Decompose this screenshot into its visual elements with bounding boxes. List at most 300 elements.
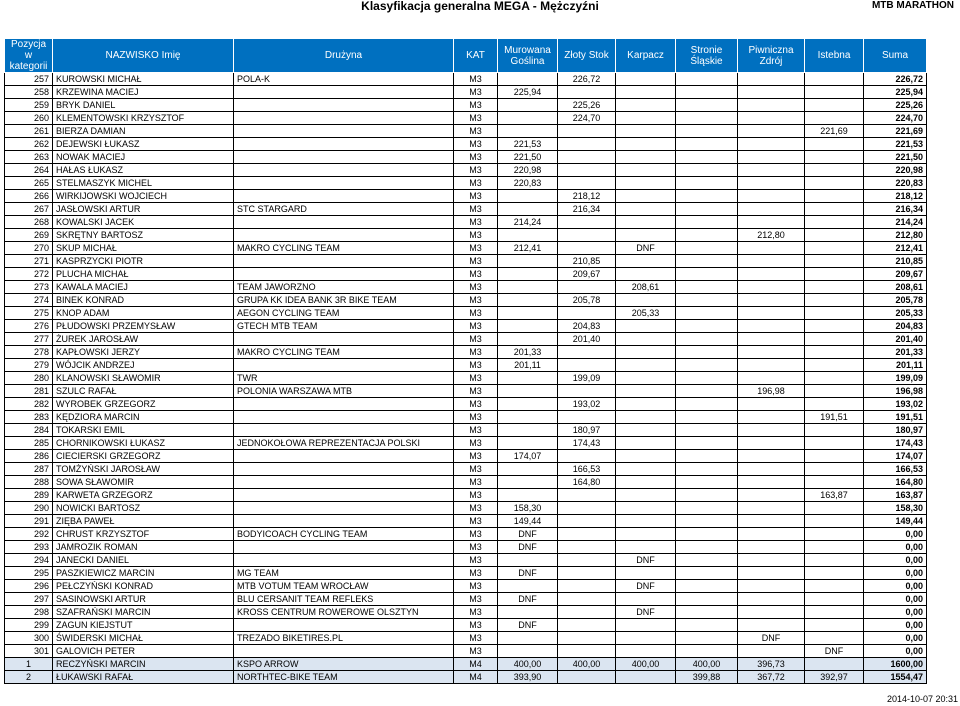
cell-kat: M3 (454, 346, 498, 359)
cell-position: 259 (5, 99, 53, 112)
cell-suma: 191,51 (864, 411, 927, 424)
cell-position: 284 (5, 424, 53, 437)
cell-name: WIRKIJOWSKI WOJCIECH (53, 190, 234, 203)
cell-suma: 193,02 (864, 398, 927, 411)
cell-karpacz (616, 268, 676, 281)
cell-team (234, 216, 454, 229)
cell-istebna (805, 359, 864, 372)
cell-name: SZULC RAFAŁ (53, 385, 234, 398)
cell-istebna (805, 229, 864, 242)
cell-kat: M3 (454, 385, 498, 398)
cell-team: MAKRO CYCLING TEAM (234, 242, 454, 255)
cell-stronie (676, 229, 738, 242)
cell-stronie (676, 112, 738, 125)
cell-murowana: 220,83 (498, 177, 558, 190)
cell-zloty-stok: 193,02 (558, 398, 616, 411)
cell-istebna (805, 346, 864, 359)
cell-team: NORTHTEC-BIKE TEAM (234, 671, 454, 684)
cell-stronie (676, 567, 738, 580)
cell-istebna (805, 398, 864, 411)
cell-stronie (676, 463, 738, 476)
cell-stronie (676, 489, 738, 502)
cell-istebna (805, 502, 864, 515)
cell-stronie (676, 580, 738, 593)
cell-kat: M3 (454, 320, 498, 333)
cell-piwniczna (738, 216, 805, 229)
cell-name: KASPRZYCKI PIOTR (53, 255, 234, 268)
cell-name: PLUCHA MICHAŁ (53, 268, 234, 281)
cell-team (234, 450, 454, 463)
cell-team (234, 398, 454, 411)
cell-murowana: 393,90 (498, 671, 558, 684)
cell-zloty-stok: 174,43 (558, 437, 616, 450)
cell-name: SASINOWSKI ARTUR (53, 593, 234, 606)
cell-position: 271 (5, 255, 53, 268)
results-table (4, 38, 927, 684)
cell-name: WÓJCIK ANDRZEJ (53, 359, 234, 372)
cell-piwniczna (738, 645, 805, 658)
cell-karpacz (616, 73, 676, 86)
cell-piwniczna (738, 99, 805, 112)
cell-position: 296 (5, 580, 53, 593)
cell-piwniczna (738, 177, 805, 190)
cell-murowana (498, 411, 558, 424)
cell-name: ŻUREK JAROSŁAW (53, 333, 234, 346)
cell-piwniczna (738, 307, 805, 320)
cell-murowana: 221,50 (498, 151, 558, 164)
cell-karpacz (616, 528, 676, 541)
cell-karpacz (616, 411, 676, 424)
cell-istebna: 392,97 (805, 671, 864, 684)
cell-zloty-stok (558, 580, 616, 593)
cell-istebna (805, 190, 864, 203)
cell-karpacz (616, 216, 676, 229)
col-header-team: Drużyna (234, 39, 454, 73)
cell-team (234, 99, 454, 112)
cell-team (234, 502, 454, 515)
cell-karpacz: DNF (616, 606, 676, 619)
cell-zloty-stok (558, 632, 616, 645)
cell-position: 300 (5, 632, 53, 645)
cell-piwniczna (738, 372, 805, 385)
cell-team: AEGON CYCLING TEAM (234, 307, 454, 320)
cell-position: 270 (5, 242, 53, 255)
cell-position: 298 (5, 606, 53, 619)
cell-murowana: 158,30 (498, 502, 558, 515)
cell-stronie (676, 151, 738, 164)
cell-kat: M3 (454, 476, 498, 489)
table-row (5, 567, 927, 580)
cell-position: 292 (5, 528, 53, 541)
cell-karpacz (616, 86, 676, 99)
cell-kat: M4 (454, 671, 498, 684)
cell-karpacz (616, 203, 676, 216)
cell-murowana (498, 294, 558, 307)
cell-karpacz (616, 632, 676, 645)
cell-kat: M3 (454, 268, 498, 281)
cell-murowana: 220,98 (498, 164, 558, 177)
cell-position: 301 (5, 645, 53, 658)
cell-position: 286 (5, 450, 53, 463)
cell-murowana (498, 268, 558, 281)
cell-suma: 158,30 (864, 502, 927, 515)
cell-suma: 163,87 (864, 489, 927, 502)
cell-name: CHORNIKOWSKI ŁUKASZ (53, 437, 234, 450)
cell-kat: M3 (454, 502, 498, 515)
cell-kat: M3 (454, 190, 498, 203)
table-row (5, 502, 927, 515)
cell-murowana: 201,33 (498, 346, 558, 359)
cell-kat: M3 (454, 164, 498, 177)
col-header-position: Pozycja w kategorii (5, 39, 53, 73)
cell-kat: M3 (454, 138, 498, 151)
cell-name: RECZYŃSKI MARCIN (53, 658, 234, 671)
cell-istebna (805, 619, 864, 632)
cell-karpacz (616, 398, 676, 411)
cell-istebna: 221,69 (805, 125, 864, 138)
cell-team (234, 359, 454, 372)
cell-karpacz (616, 346, 676, 359)
cell-suma: 201,11 (864, 359, 927, 372)
table-row (5, 229, 927, 242)
cell-piwniczna (738, 346, 805, 359)
cell-murowana (498, 203, 558, 216)
cell-name: CHRUST KRZYSZTOF (53, 528, 234, 541)
cell-team: MAKRO CYCLING TEAM (234, 346, 454, 359)
cell-kat: M3 (454, 541, 498, 554)
cell-suma: 0,00 (864, 645, 927, 658)
cell-team: MG TEAM (234, 567, 454, 580)
cell-murowana (498, 437, 558, 450)
cell-kat: M3 (454, 606, 498, 619)
cell-karpacz (616, 151, 676, 164)
cell-team (234, 268, 454, 281)
table-row (5, 99, 927, 112)
cell-stronie (676, 99, 738, 112)
cell-suma: 208,61 (864, 281, 927, 294)
cell-karpacz: 400,00 (616, 658, 676, 671)
cell-istebna (805, 99, 864, 112)
cell-name: BIERZA DAMIAN (53, 125, 234, 138)
cell-zloty-stok (558, 593, 616, 606)
cell-name: BRYK DANIEL (53, 99, 234, 112)
cell-stronie (676, 554, 738, 567)
cell-suma: 0,00 (864, 528, 927, 541)
cell-piwniczna (738, 437, 805, 450)
table-row (5, 112, 927, 125)
cell-murowana (498, 554, 558, 567)
cell-istebna (805, 73, 864, 86)
cell-stronie (676, 203, 738, 216)
cell-piwniczna (738, 515, 805, 528)
cell-murowana (498, 424, 558, 437)
cell-stronie (676, 528, 738, 541)
cell-piwniczna (738, 73, 805, 86)
cell-piwniczna (738, 567, 805, 580)
cell-team (234, 190, 454, 203)
cell-team (234, 333, 454, 346)
cell-kat: M3 (454, 359, 498, 372)
cell-team (234, 112, 454, 125)
cell-name: KĘDZIORA MARCIN (53, 411, 234, 424)
table-row (5, 242, 927, 255)
cell-istebna (805, 320, 864, 333)
cell-name: KNOP ADAM (53, 307, 234, 320)
cell-murowana (498, 125, 558, 138)
cell-piwniczna (738, 450, 805, 463)
cell-piwniczna: 367,72 (738, 671, 805, 684)
cell-position: 257 (5, 73, 53, 86)
cell-piwniczna (738, 138, 805, 151)
cell-piwniczna (738, 320, 805, 333)
table-row (5, 268, 927, 281)
cell-zloty-stok: 164,80 (558, 476, 616, 489)
cell-suma: 204,83 (864, 320, 927, 333)
cell-istebna (805, 307, 864, 320)
cell-name: CIECIERSKI GRZEGORZ (53, 450, 234, 463)
cell-piwniczna: 396,73 (738, 658, 805, 671)
cell-karpacz (616, 476, 676, 489)
cell-piwniczna (738, 255, 805, 268)
cell-stronie (676, 268, 738, 281)
cell-kat: M3 (454, 645, 498, 658)
cell-name: TOMŻYŃSKI JAROSŁAW (53, 463, 234, 476)
cell-team (234, 177, 454, 190)
cell-piwniczna (738, 294, 805, 307)
cell-name: JASŁOWSKI ARTUR (53, 203, 234, 216)
cell-team (234, 411, 454, 424)
cell-position: 291 (5, 515, 53, 528)
results-body (5, 73, 927, 684)
cell-team (234, 463, 454, 476)
cell-team: BODYICOACH CYCLING TEAM (234, 528, 454, 541)
cell-suma: 221,53 (864, 138, 927, 151)
cell-zloty-stok: 204,83 (558, 320, 616, 333)
cell-kat: M3 (454, 307, 498, 320)
cell-zloty-stok: 205,78 (558, 294, 616, 307)
cell-position: 293 (5, 541, 53, 554)
cell-position: 1 (5, 658, 53, 671)
cell-kat: M3 (454, 242, 498, 255)
table-row (5, 86, 927, 99)
cell-piwniczna (738, 268, 805, 281)
cell-zloty-stok: 216,34 (558, 203, 616, 216)
cell-zloty-stok (558, 346, 616, 359)
table-row (5, 580, 927, 593)
table-row (5, 606, 927, 619)
cell-name: KUROWSKI MICHAŁ (53, 73, 234, 86)
cell-kat: M3 (454, 424, 498, 437)
cell-position: 299 (5, 619, 53, 632)
cell-suma: 0,00 (864, 541, 927, 554)
cell-suma: 220,98 (864, 164, 927, 177)
cell-piwniczna (738, 619, 805, 632)
cell-piwniczna (738, 476, 805, 489)
cell-istebna: 191,51 (805, 411, 864, 424)
cell-stronie (676, 86, 738, 99)
cell-zloty-stok: 224,70 (558, 112, 616, 125)
cell-piwniczna (738, 463, 805, 476)
cell-karpacz: 208,61 (616, 281, 676, 294)
cell-murowana (498, 398, 558, 411)
cell-kat: M3 (454, 398, 498, 411)
cell-team (234, 86, 454, 99)
cell-istebna (805, 294, 864, 307)
col-header-stronie: Stronie Śląskie (676, 39, 738, 73)
cell-murowana (498, 333, 558, 346)
cell-zloty-stok: 166,53 (558, 463, 616, 476)
cell-kat: M4 (454, 658, 498, 671)
table-row (5, 450, 927, 463)
cell-istebna (805, 112, 864, 125)
cell-murowana (498, 281, 558, 294)
cell-karpacz (616, 320, 676, 333)
cell-zloty-stok (558, 385, 616, 398)
table-row (5, 190, 927, 203)
cell-stronie (676, 333, 738, 346)
cell-kat: M3 (454, 73, 498, 86)
cell-istebna (805, 606, 864, 619)
cell-stronie (676, 216, 738, 229)
cell-suma: 218,12 (864, 190, 927, 203)
cell-stronie (676, 619, 738, 632)
cell-piwniczna (738, 281, 805, 294)
cell-position: 2 (5, 671, 53, 684)
cell-kat: M3 (454, 112, 498, 125)
cell-murowana (498, 307, 558, 320)
cell-zloty-stok: 226,72 (558, 73, 616, 86)
cell-kat: M3 (454, 216, 498, 229)
cell-suma: 180,97 (864, 424, 927, 437)
cell-piwniczna: DNF (738, 632, 805, 645)
cell-kat: M3 (454, 619, 498, 632)
cell-stronie (676, 125, 738, 138)
cell-kat: M3 (454, 463, 498, 476)
cell-team: KROSS CENTRUM ROWEROWE OLSZTYN (234, 606, 454, 619)
cell-karpacz (616, 463, 676, 476)
cell-stronie (676, 450, 738, 463)
cell-position: 264 (5, 164, 53, 177)
cell-piwniczna: 196,98 (738, 385, 805, 398)
cell-kat: M3 (454, 632, 498, 645)
cell-stronie (676, 606, 738, 619)
cell-position: 272 (5, 268, 53, 281)
cell-piwniczna (738, 593, 805, 606)
cell-karpacz (616, 138, 676, 151)
cell-name: KRZEWINA MACIEJ (53, 86, 234, 99)
cell-karpacz (616, 489, 676, 502)
cell-piwniczna (738, 151, 805, 164)
cell-name: KAPŁOWSKI JERZY (53, 346, 234, 359)
table-row (5, 528, 927, 541)
cell-stronie: 400,00 (676, 658, 738, 671)
cell-position: 288 (5, 476, 53, 489)
cell-position: 267 (5, 203, 53, 216)
cell-suma: 196,98 (864, 385, 927, 398)
cell-kat: M3 (454, 450, 498, 463)
cell-stronie (676, 385, 738, 398)
cell-name: HAŁAS ŁUKASZ (53, 164, 234, 177)
cell-karpacz (616, 502, 676, 515)
table-row (5, 398, 927, 411)
table-row (5, 489, 927, 502)
cell-stronie: 399,88 (676, 671, 738, 684)
cell-suma: 225,94 (864, 86, 927, 99)
cell-piwniczna (738, 606, 805, 619)
cell-stronie (676, 346, 738, 359)
cell-piwniczna (738, 190, 805, 203)
cell-murowana (498, 476, 558, 489)
cell-karpacz (616, 619, 676, 632)
cell-piwniczna (738, 541, 805, 554)
cell-piwniczna (738, 333, 805, 346)
cell-suma: 1554,47 (864, 671, 927, 684)
cell-piwniczna (738, 112, 805, 125)
cell-kat: M3 (454, 151, 498, 164)
cell-suma: 149,44 (864, 515, 927, 528)
cell-murowana (498, 112, 558, 125)
cell-zloty-stok (558, 411, 616, 424)
cell-karpacz (616, 99, 676, 112)
cell-istebna (805, 580, 864, 593)
table-row (5, 411, 927, 424)
cell-zloty-stok: 218,12 (558, 190, 616, 203)
cell-team: STC STARGARD (234, 203, 454, 216)
table-row (5, 619, 927, 632)
cell-name: GALOVICH PETER (53, 645, 234, 658)
table-row (5, 437, 927, 450)
table-row (5, 593, 927, 606)
cell-murowana (498, 645, 558, 658)
cell-name: TOKARSKI EMIL (53, 424, 234, 437)
col-header-istebna: Istebna (805, 39, 864, 73)
cell-piwniczna (738, 528, 805, 541)
col-header-suma: Suma (864, 39, 927, 73)
cell-karpacz (616, 125, 676, 138)
cell-suma: 205,78 (864, 294, 927, 307)
table-row (5, 294, 927, 307)
cell-kat: M3 (454, 294, 498, 307)
cell-name: SOWA SŁAWOMIR (53, 476, 234, 489)
cell-karpacz (616, 255, 676, 268)
table-row (5, 203, 927, 216)
cell-stronie (676, 541, 738, 554)
cell-karpacz (616, 424, 676, 437)
cell-murowana: 149,44 (498, 515, 558, 528)
table-row (5, 138, 927, 151)
cell-zloty-stok: 209,67 (558, 268, 616, 281)
cell-suma: 201,40 (864, 333, 927, 346)
cell-stronie (676, 632, 738, 645)
cell-karpacz (616, 437, 676, 450)
cell-name: JANECKI DANIEL (53, 554, 234, 567)
cell-istebna (805, 554, 864, 567)
cell-murowana (498, 255, 558, 268)
cell-zloty-stok (558, 489, 616, 502)
cell-team (234, 489, 454, 502)
table-row (5, 333, 927, 346)
table-row (5, 359, 927, 372)
cell-position: 269 (5, 229, 53, 242)
table-row (5, 177, 927, 190)
cell-istebna (805, 450, 864, 463)
table-row (5, 320, 927, 333)
cell-piwniczna (738, 424, 805, 437)
cell-position: 265 (5, 177, 53, 190)
table-row (5, 151, 927, 164)
cell-istebna (805, 515, 864, 528)
cell-suma: 221,69 (864, 125, 927, 138)
